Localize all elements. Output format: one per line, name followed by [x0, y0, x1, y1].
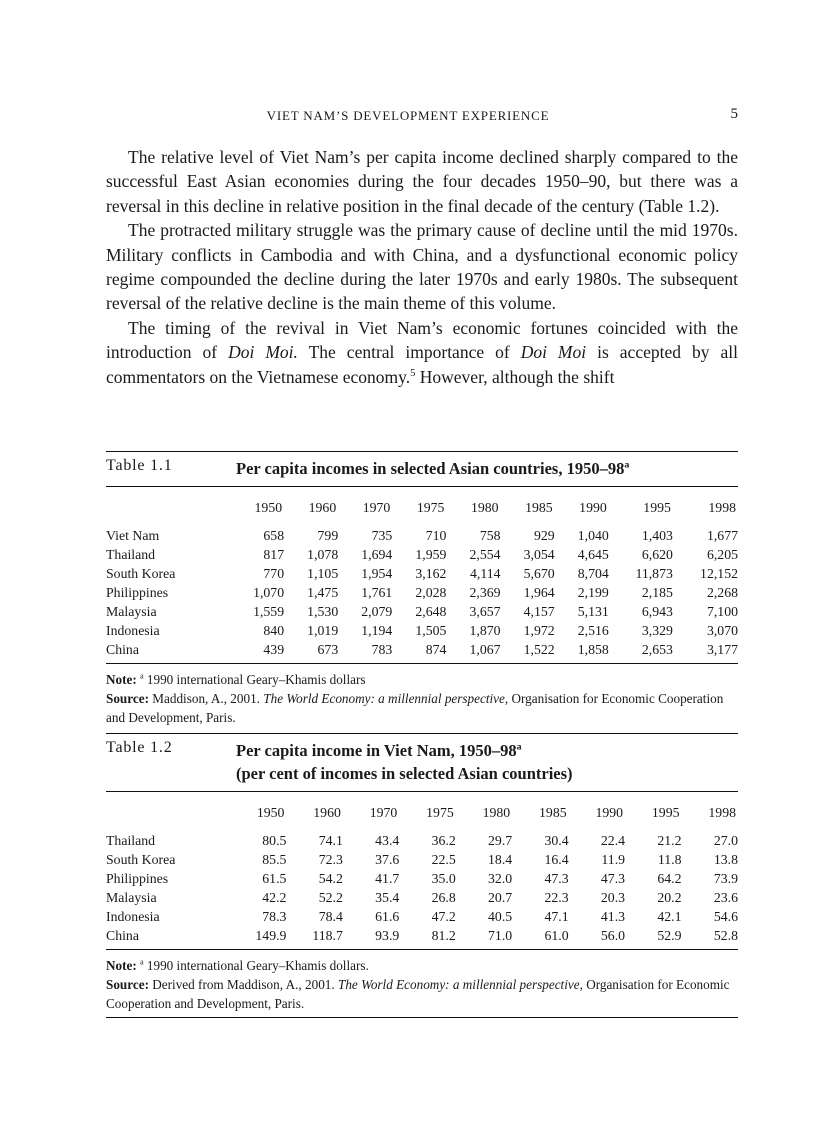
value-cell: 6,943 [641, 603, 673, 619]
value-cell: 37.6 [375, 851, 400, 867]
table-1-2-heading [106, 733, 738, 792]
value-cell: 1,761 [361, 584, 393, 600]
year-header: 1975 [426, 804, 454, 820]
value-cell: 81.2 [431, 927, 456, 943]
paragraph-3 [106, 316, 738, 389]
p3-doi-moi-1: Doi Moi. [228, 342, 298, 363]
value-cell: 1,559 [253, 603, 285, 619]
value-cell: 2,369 [469, 584, 501, 600]
value-cell: 72.3 [318, 851, 343, 867]
footnote-ref: 5 [410, 367, 416, 379]
note-line: Note: $^a$ 1990 international Geary–Khamis dollars [106, 671, 366, 687]
value-cell: 3,329 [641, 622, 673, 638]
value-cell: 1,954 [361, 565, 393, 581]
value-cell: 11.9 [601, 851, 626, 867]
value-cell: 3,070 [706, 622, 738, 638]
page-number: 5 [730, 106, 738, 122]
value-cell: 2,554 [469, 546, 501, 562]
value-cell: 22.5 [431, 851, 456, 867]
value-cell: 20.2 [657, 889, 682, 905]
value-cell: 52.9 [657, 927, 682, 943]
value-cell: 30.4 [544, 832, 569, 848]
value-cell: 93.9 [375, 927, 400, 943]
value-cell: 61.5 [262, 870, 287, 886]
country-cell: South Korea [106, 565, 176, 581]
country-cell: Thailand [106, 546, 156, 562]
value-cell: 758 [479, 527, 501, 543]
value-cell: 1,040 [577, 527, 609, 543]
table-row [106, 869, 738, 888]
value-cell: 929 [533, 527, 555, 543]
value-cell: 4,157 [523, 603, 555, 619]
value-cell: 1,105 [307, 565, 339, 581]
value-cell: 11.8 [657, 851, 682, 867]
year-header: 1980 [482, 804, 511, 820]
p3-text-b: The central importance of [297, 342, 521, 363]
value-cell: 32.0 [488, 870, 513, 886]
value-cell: 2,028 [415, 584, 447, 600]
value-cell: 439 [263, 641, 285, 657]
country-cell: China [106, 927, 139, 943]
value-cell: 149.9 [255, 927, 287, 943]
source-line: Source: Maddison, A., 2001. The World Economy: a millennial perspective, Organisation for Economic Cooperation and Development, Paris. [106, 691, 724, 725]
value-cell: 783 [371, 641, 393, 657]
value-cell: 78.3 [262, 908, 287, 924]
value-cell: 1,964 [523, 584, 555, 600]
title-footnote-mark: a [516, 741, 522, 753]
value-cell: 673 [317, 641, 339, 657]
value-cell: 1,403 [641, 527, 673, 543]
table-row [106, 926, 738, 945]
value-cell: 78.4 [318, 908, 343, 924]
country-cell: South Korea [106, 851, 176, 867]
value-cell: 4,645 [577, 546, 609, 562]
running-head: VIET NAM’S DEVELOPMENT EXPERIENCE [266, 108, 550, 123]
value-cell: 41.3 [600, 908, 626, 924]
value-cell: 4,114 [470, 565, 501, 581]
table-row [106, 545, 738, 564]
value-cell: 74.1 [318, 832, 343, 848]
p3-text-c: is accepted by all commentators on the Vietnamese economy. [106, 342, 738, 387]
value-cell: 22.4 [600, 832, 626, 848]
value-cell: 54.6 [713, 908, 738, 924]
value-cell: 61.0 [544, 927, 569, 943]
value-cell: 42.2 [262, 889, 287, 905]
value-cell: 11,873 [635, 565, 673, 581]
value-cell: 43.4 [375, 832, 400, 848]
value-cell: 73.9 [713, 870, 738, 886]
year-header: 1950 [254, 499, 283, 515]
p3-text-d: However, although the shift [415, 366, 615, 387]
value-cell: 52.2 [318, 889, 343, 905]
year-header: 1980 [470, 499, 499, 515]
paragraph-1: The relative level of Viet Nam’s per capita income declined sharply compared to the successful East Asian economies during the four decades 1950–90, but there was a reversal in this decline in relative position in the final decade of the century (Table 1.2). [106, 147, 738, 216]
country-cell: Indonesia [106, 622, 160, 638]
table-row [106, 888, 738, 907]
value-cell: 1,677 [706, 527, 738, 543]
value-cell: 35.4 [375, 889, 400, 905]
year-header: 1995 [643, 499, 671, 515]
value-cell: 5,670 [523, 565, 555, 581]
year-header: 1990 [595, 804, 624, 820]
value-cell: 12,152 [700, 565, 738, 581]
value-cell: 2,516 [577, 622, 609, 638]
value-cell: 1,972 [523, 622, 555, 638]
value-cell: 3,054 [523, 546, 555, 562]
value-cell: 3,162 [415, 565, 447, 581]
value-cell: 8,704 [577, 565, 609, 581]
value-cell: 1,078 [307, 546, 339, 562]
value-cell: 840 [263, 622, 285, 638]
value-cell: 36.2 [431, 832, 456, 848]
value-cell: 35.0 [431, 870, 456, 886]
value-cell: 2,079 [361, 603, 393, 619]
year-header: 1998 [708, 499, 736, 515]
country-cell: Indonesia [106, 908, 160, 924]
value-cell: 5,131 [577, 603, 609, 619]
page-header [0, 108, 816, 126]
value-cell: 770 [263, 565, 285, 581]
country-cell: Philippines [106, 584, 169, 600]
value-cell: 1,475 [307, 584, 339, 600]
value-cell: 710 [425, 527, 447, 543]
value-cell: 658 [263, 527, 285, 543]
value-cell: 1,530 [307, 603, 339, 619]
title-footnote-mark: a [624, 459, 630, 471]
value-cell: 1,858 [577, 641, 609, 657]
value-cell: 27.0 [713, 832, 738, 848]
value-cell: 874 [425, 641, 447, 657]
value-cell: 21.2 [657, 832, 682, 848]
value-cell: 41.7 [375, 870, 400, 886]
value-cell: 56.0 [600, 927, 626, 943]
value-cell: 7,100 [706, 603, 738, 619]
p3-doi-moi-2: Doi Moi [520, 342, 587, 363]
value-cell: 2,268 [706, 584, 738, 600]
table-row [106, 640, 738, 659]
table-row [106, 621, 738, 640]
year-header: 1970 [362, 499, 391, 515]
value-cell: 3,177 [706, 641, 738, 657]
value-cell: 6,205 [706, 546, 738, 562]
source-line: Source: Derived from Maddison, A., 2001. The World Economy: a millennial perspective, Organisation for Economic Cooperation and Development, Paris. [106, 977, 730, 1011]
value-cell: 26.8 [431, 889, 456, 905]
value-cell: 18.4 [488, 851, 513, 867]
value-cell: 22.3 [544, 889, 569, 905]
value-cell: 799 [317, 527, 339, 543]
value-cell: 735 [371, 527, 393, 543]
body-text [106, 145, 738, 389]
value-cell: 29.7 [488, 832, 513, 848]
country-cell: China [106, 641, 139, 657]
value-cell: 47.3 [544, 870, 569, 886]
value-cell: 1,194 [361, 622, 393, 638]
country-cell: Viet Nam [106, 527, 160, 543]
value-cell: 16.4 [544, 851, 569, 867]
value-cell: 2,199 [577, 584, 609, 600]
table-row [106, 850, 738, 869]
value-cell: 85.5 [262, 851, 287, 867]
value-cell: 40.5 [488, 908, 513, 924]
table-row [106, 907, 738, 926]
value-cell: 817 [263, 546, 285, 562]
table-title: Per capita income in Viet Nam, 1950–98$^a$ (per cent of incomes in selected Asian countries) [236, 741, 573, 783]
table-1-1-notes [106, 663, 738, 727]
value-cell: 1,070 [253, 584, 285, 600]
country-cell: Malaysia [106, 603, 157, 619]
value-cell: 47.1 [544, 908, 569, 924]
table-row [106, 526, 738, 545]
table-1-2-notes [106, 949, 738, 1018]
value-cell: 71.0 [488, 927, 513, 943]
country-cell: Philippines [106, 870, 169, 886]
value-cell: 1,694 [361, 546, 393, 562]
year-header: 1985 [525, 499, 553, 515]
year-header: 1990 [579, 499, 607, 515]
value-cell: 118.7 [312, 927, 343, 943]
value-cell: 1,959 [415, 546, 447, 562]
year-header: 1960 [313, 804, 341, 820]
value-cell: 23.6 [713, 889, 738, 905]
year-header: 1950 [256, 804, 285, 820]
table-row [106, 831, 738, 850]
value-cell: 20.3 [600, 889, 626, 905]
table-row [106, 564, 738, 583]
value-cell: 20.7 [488, 889, 513, 905]
value-cell: 1,870 [469, 622, 501, 638]
value-cell: 13.8 [713, 851, 738, 867]
year-header: 1998 [708, 804, 736, 820]
table-1-2 [106, 733, 738, 1018]
p3-text-a: The timing of the revival in Viet Nam’s economic fortunes coincided with the introduction of [106, 317, 738, 363]
table-label: Table 1.1 [106, 457, 173, 474]
value-cell: 1,522 [523, 641, 555, 657]
value-cell: 6,620 [641, 546, 673, 562]
value-cell: 52.8 [713, 927, 738, 943]
year-header: 1985 [539, 804, 567, 820]
country-cell: Malaysia [106, 889, 157, 905]
year-header: 1960 [308, 499, 337, 515]
country-cell: Thailand [106, 832, 156, 848]
value-cell: 2,648 [415, 603, 447, 619]
year-header: 1995 [651, 804, 680, 820]
year-header: 1970 [369, 804, 398, 820]
value-cell: 64.2 [657, 870, 682, 886]
value-cell: 42.1 [657, 908, 682, 924]
table-1-1-grid [106, 497, 738, 659]
table-row [106, 602, 738, 621]
table-1-1 [106, 451, 738, 727]
value-cell: 1,067 [469, 641, 501, 657]
table-title: Per capita incomes in selected Asian countries, 1950–98$^a$ [236, 459, 630, 478]
value-cell: 1,019 [307, 622, 339, 638]
table-row [106, 583, 738, 602]
value-cell: 47.2 [431, 908, 456, 924]
value-cell: 2,653 [641, 641, 673, 657]
value-cell: 1,505 [415, 622, 447, 638]
table-label: Table 1.2 [106, 739, 173, 756]
value-cell: 3,657 [469, 603, 501, 619]
table-1-2-grid [106, 802, 738, 945]
value-cell: 54.2 [318, 870, 343, 886]
value-cell: 2,185 [641, 584, 673, 600]
table-1-1-heading [106, 451, 738, 487]
value-cell: 47.3 [600, 870, 626, 886]
paragraph-2: The protracted military struggle was the primary cause of decline until the mid 1970s. Military conflicts in Cambodia and with China, and a dysfunctional economic policy regime compounded the decline during the later 1970s and early 1980s. The subsequent reversal of the relative decline is the main theme of this volume. [106, 220, 738, 314]
value-cell: 61.6 [375, 908, 400, 924]
value-cell: 80.5 [262, 832, 287, 848]
note-line: Note: $^a$ 1990 international Geary–Khamis dollars. [106, 957, 369, 973]
year-header: 1975 [416, 499, 445, 515]
